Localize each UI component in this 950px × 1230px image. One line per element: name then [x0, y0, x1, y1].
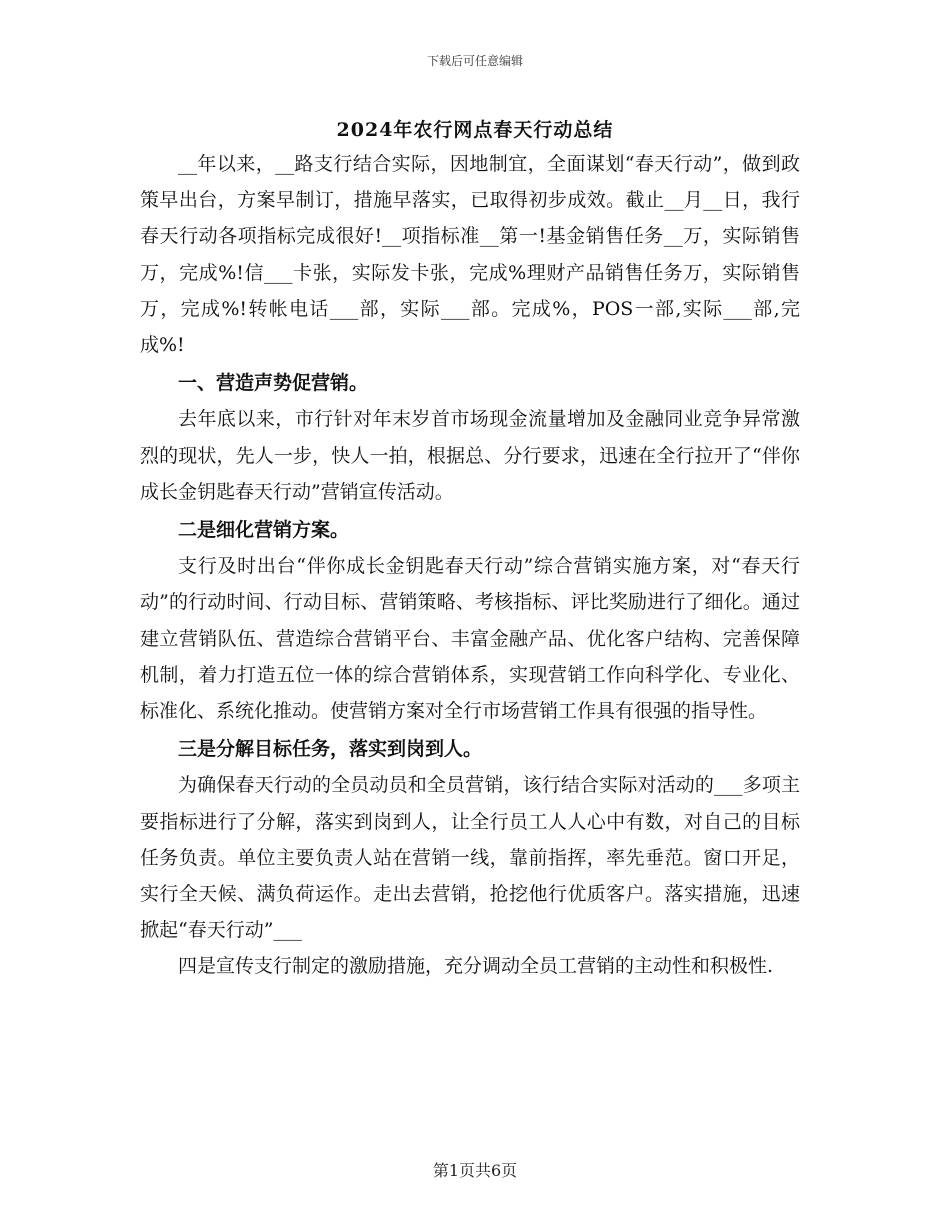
paragraph-section-3: 为确保春天行动的全员动员和全员营销，该行结合实际对活动的___多项主要指标进行了分解，落实到岗到人，让全行员工人人心中有数，对自己的目标任务负责。单位主要负责人站在营销一线，靠前指挥，率先垂范。窗口开足，实行全天候、满负荷运作。走出去营销，抢挖他行优质客户。落实措施，迅速掀起“春天行动”___ [140, 774, 800, 942]
document-body [140, 146, 800, 985]
paragraph-intro: __年以来，__路支行结合实际，因地制宜，全面谋划“春天行动”，做到政策早出台，方案早制订，措施早落实，已取得初步成效。截止__月__日，我行春天行动各项指标完成很好!__项指标准__第一!基金销售任务__万，实际销售万，完成%!信___卡张，实际发卡张，完成%理财产品销售任务万，实际销售万，完成%!转帐电话___部，实际___部。完成%，POS一部,实际___部,完成%! [140, 153, 800, 357]
section-heading-1: 一、营造声势促营销。 [178, 372, 369, 395]
section-heading-2: 二是细化营销方案。 [178, 519, 350, 542]
paragraph-section-2: 支行及时出台“伴你成长金钥匙春天行动”综合营销实施方案，对“春天行动”的行动时间、行动目标、营销策略、考核指标、评比奖励进行了细化。通过建立营销队伍、营造综合营销平台、丰富金融产品、优化客户结构、完善保障机制，着力打造五位一体的综合营销体系，实现营销工作向科学化、专业化、标准化、系统化推动。使营销方案对全行市场营销工作具有很强的指导性。 [140, 555, 800, 723]
page-footer: 第1页共6页 [432, 1161, 518, 1180]
document-title: 2024年农行网点春天行动总结 [336, 119, 614, 141]
page-header: 下载后可任意编辑 [426, 54, 523, 68]
paragraph-section-1: 去年底以来，市行针对年末岁首市场现金流量增加及金融同业竞争异常激烈的现状，先人一步，快人一拍，根据总、分行要求，迅速在全行拉开了“伴你成长金钥匙春天行动”营销宣传活动。 [140, 408, 800, 503]
section-heading-3: 三是分解目标任务，落实到岗到人。 [178, 738, 483, 761]
paragraph-section-4: 四是宣传支行制定的激励措施，充分调动全员工营销的主动性和积极性. [178, 955, 774, 978]
